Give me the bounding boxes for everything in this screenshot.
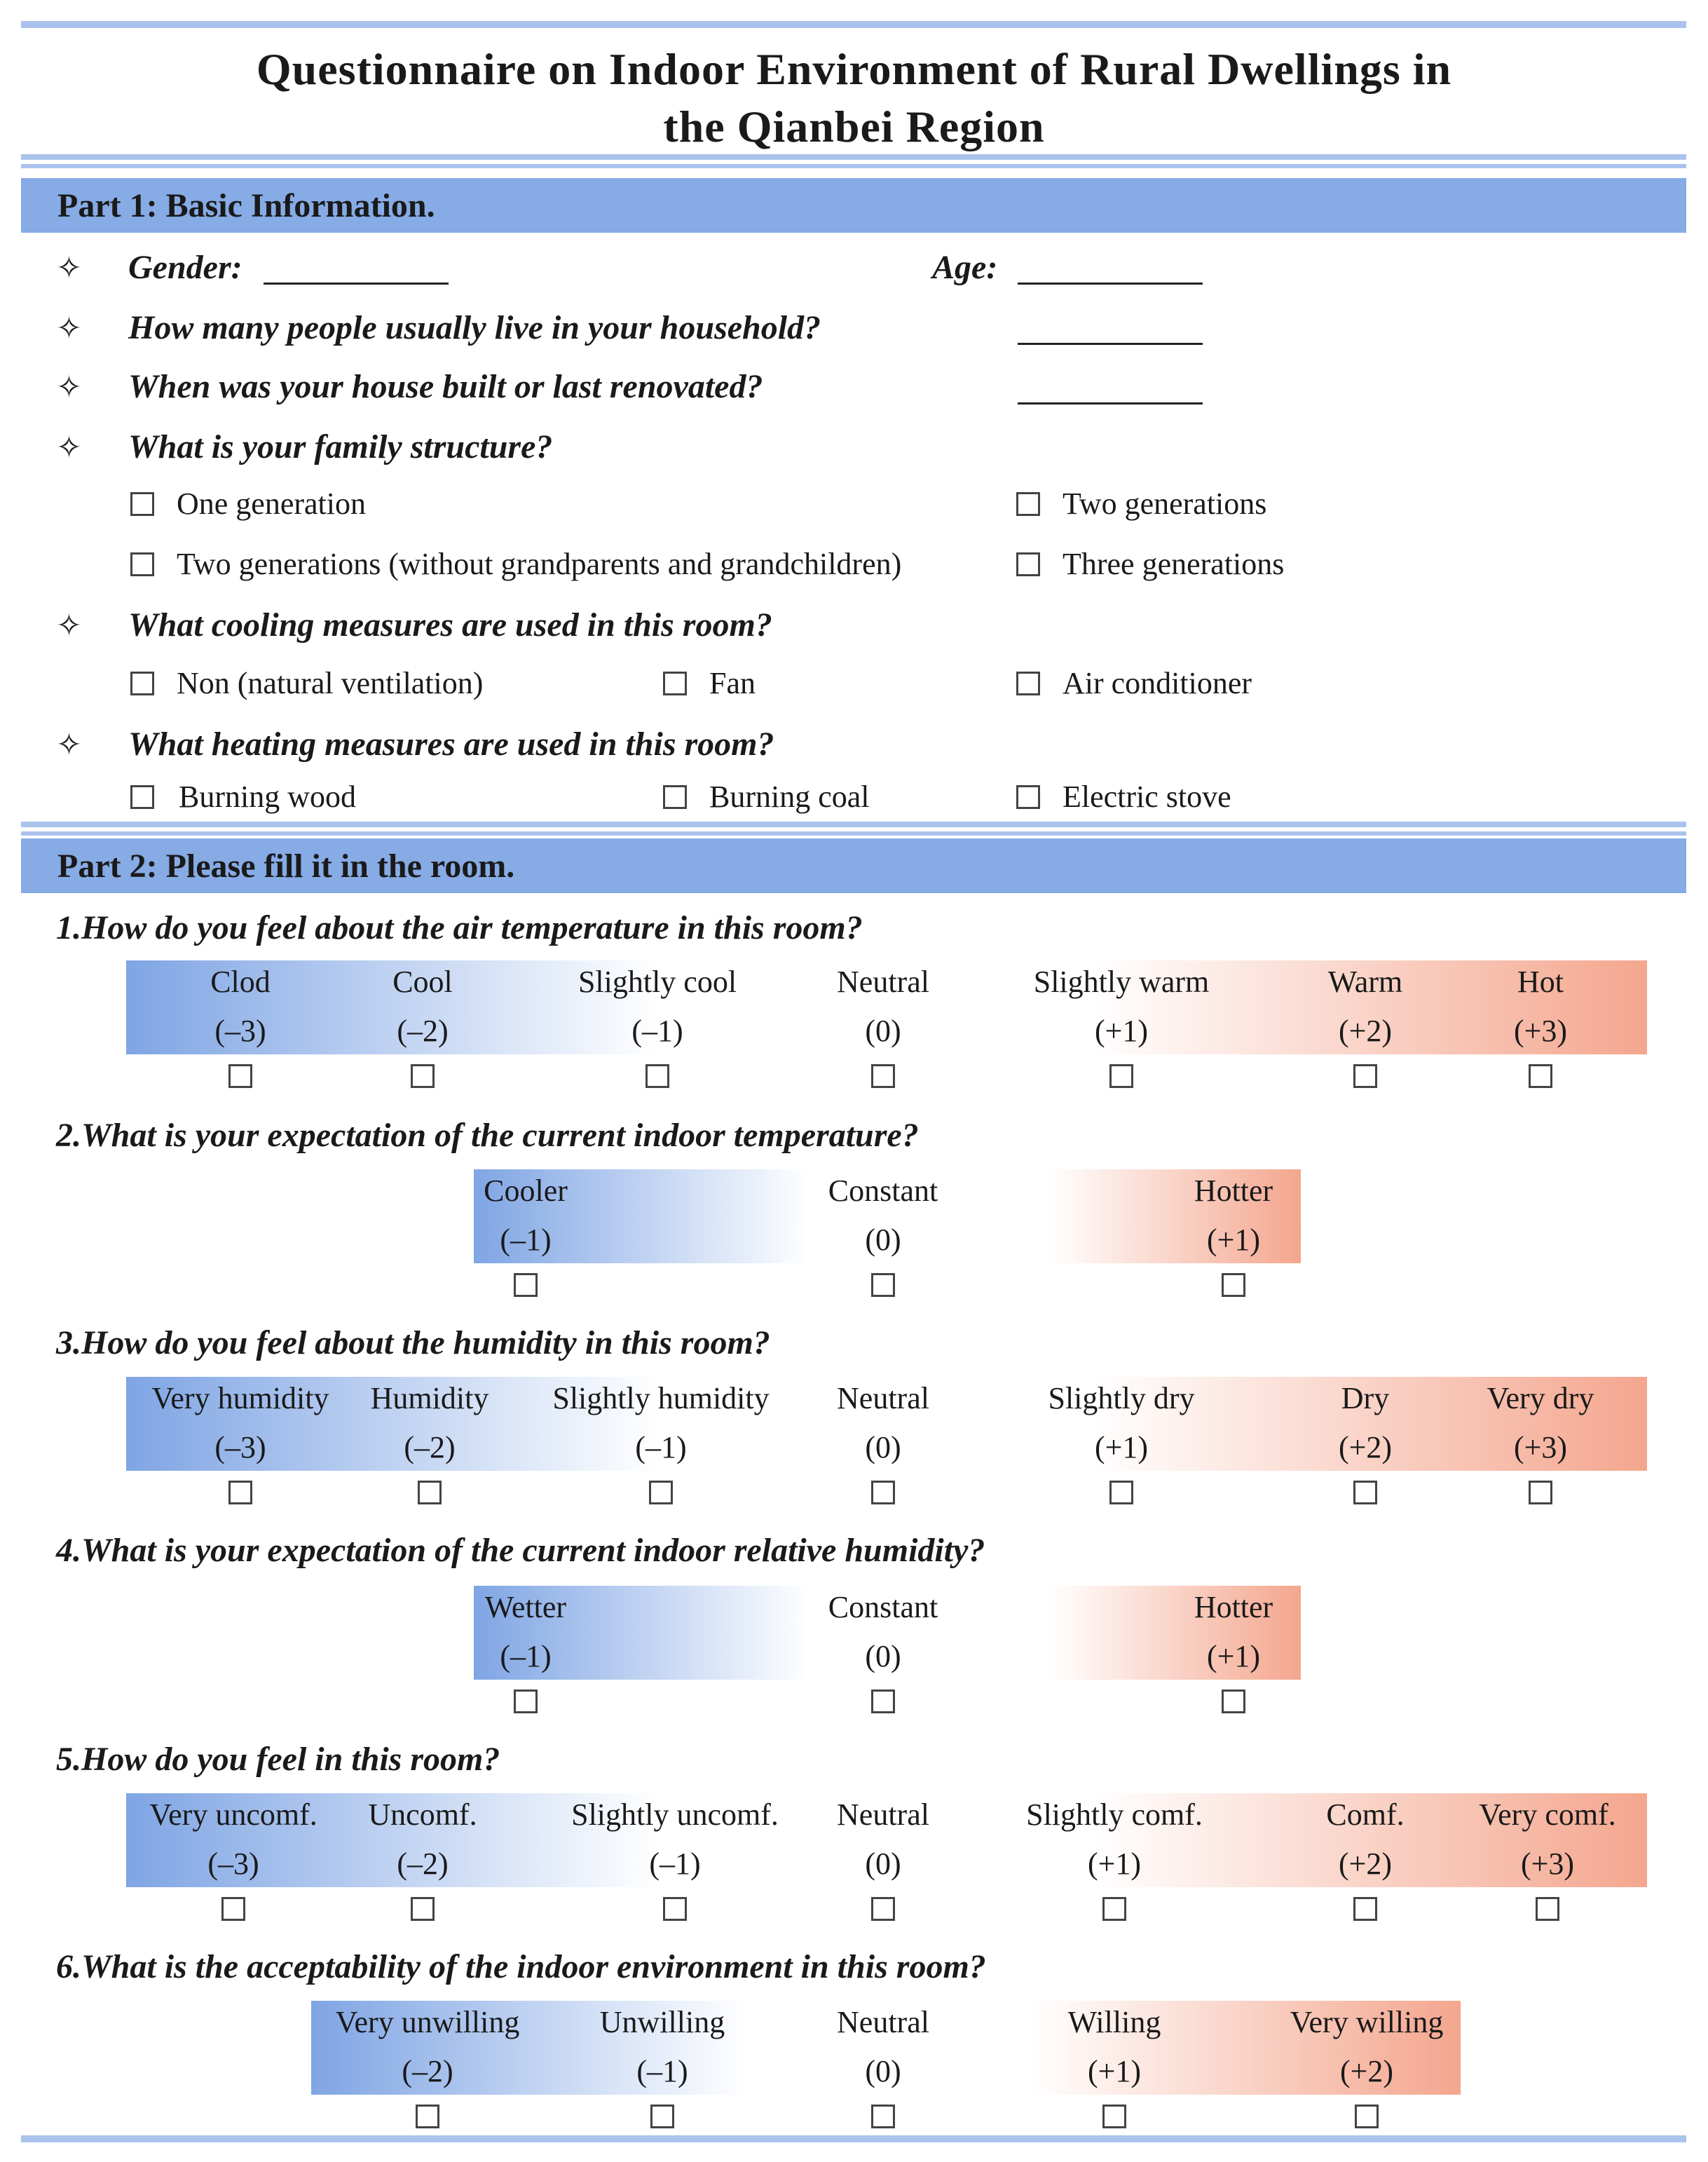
scale-value: (–2) — [397, 1847, 449, 1881]
scale-checkbox[interactable] — [418, 1481, 442, 1504]
checkbox[interactable] — [130, 785, 154, 809]
scale-checkbox[interactable] — [1529, 1064, 1552, 1088]
scale-checkbox[interactable] — [1222, 1273, 1245, 1297]
scale-value: (+2) — [1338, 1014, 1393, 1048]
scale-value: (0) — [865, 1847, 901, 1881]
scale-label: Very unwilling — [335, 2005, 520, 2039]
scale-label: Humidity — [370, 1381, 489, 1415]
scale-label: Wetter — [484, 1590, 567, 1624]
scale-value: (+1) — [1087, 2054, 1142, 2088]
scale-checkbox[interactable] — [416, 2105, 439, 2128]
scale-label: Neutral — [837, 2005, 929, 2039]
scale-value: (0) — [865, 1014, 901, 1048]
scale-question: 5.How do you feel in this room? — [56, 1741, 500, 1778]
scale-checkbox[interactable] — [1353, 1481, 1377, 1504]
scale-label: Cooler — [484, 1174, 568, 1208]
scale-checkbox[interactable] — [1353, 1897, 1377, 1921]
scale-value: (0) — [865, 1639, 901, 1673]
scale-value: (–2) — [402, 2054, 453, 2088]
heating-option: Electric stove — [1063, 780, 1231, 814]
scale-value: (–1) — [636, 2054, 688, 2088]
scale-value: (+1) — [1094, 1014, 1149, 1048]
scale-label: Very humidity — [151, 1381, 329, 1415]
scale-checkbox[interactable] — [1355, 2105, 1379, 2128]
heating-option: Burning wood — [179, 780, 356, 814]
family-option: One generation — [177, 487, 366, 521]
scale-label: Very comf. — [1479, 1797, 1616, 1832]
scale-label: Neutral — [837, 965, 929, 999]
heating-question: What heating measures are used in this room? — [128, 726, 774, 763]
scale-value: (–1) — [635, 1430, 687, 1464]
top-rule — [21, 21, 1686, 28]
scale-value: (–1) — [631, 1014, 683, 1048]
checkbox[interactable] — [1016, 552, 1040, 576]
bottom-rule — [21, 2135, 1686, 2142]
title-rule-1 — [21, 154, 1686, 160]
scale-label: Neutral — [837, 1381, 929, 1415]
scale-checkbox[interactable] — [650, 2105, 674, 2128]
scale-checkbox[interactable] — [1536, 1897, 1559, 1921]
scale-value: (–3) — [207, 1847, 259, 1881]
household-question: How many people usually live in your household? — [128, 309, 821, 346]
family-option: Two generations (without grandparents and grandchildren) — [177, 547, 902, 581]
diamond-icon: ✧ — [56, 250, 82, 286]
scale-value: (–3) — [214, 1430, 266, 1464]
scale-checkbox[interactable] — [411, 1064, 435, 1088]
age-label: Age: — [932, 249, 998, 286]
gender-label: Gender: — [128, 249, 242, 286]
scale-checkbox[interactable] — [649, 1481, 673, 1504]
title-line-2: the Qianbei Region — [663, 102, 1045, 151]
scale-label: Willing — [1067, 2005, 1161, 2039]
title-line-1: Questionnaire on Indoor Environment of Rural Dwellings in — [256, 44, 1452, 94]
scale-checkbox[interactable] — [871, 1064, 895, 1088]
checkbox[interactable] — [663, 672, 687, 695]
scale-checkbox[interactable] — [645, 1064, 669, 1088]
scale-label: Slightly warm — [1033, 965, 1210, 999]
scale-question: 6.What is the acceptability of the indoor environment in this room? — [56, 1948, 986, 1985]
scale-value: (+2) — [1338, 1847, 1393, 1881]
scale-label: Hotter — [1194, 1174, 1273, 1208]
scale-value: (+1) — [1087, 1847, 1142, 1881]
scale-checkbox[interactable] — [411, 1897, 435, 1921]
scale-checkbox[interactable] — [1222, 1690, 1245, 1713]
diamond-icon: ✧ — [56, 608, 82, 644]
scale-label: Clod — [210, 965, 271, 999]
part2-header — [21, 838, 1686, 893]
scale-value: (–2) — [404, 1430, 456, 1464]
age-field[interactable] — [1018, 283, 1203, 285]
scale-value: (+3) — [1520, 1847, 1575, 1881]
scale-label: Slightly cool — [578, 965, 737, 999]
built-field[interactable] — [1018, 402, 1203, 404]
scale-label: Constant — [828, 1174, 938, 1208]
scale-question: 4.What is your expectation of the current indoor relative humidity? — [56, 1532, 985, 1569]
scale-label: Dry — [1341, 1381, 1390, 1415]
checkbox[interactable] — [1016, 492, 1040, 516]
page-title — [0, 41, 1708, 156]
scale-checkbox[interactable] — [871, 1690, 895, 1713]
scale-question: 2.What is your expectation of the current indoor temperature? — [56, 1117, 919, 1154]
scale-checkbox[interactable] — [228, 1481, 252, 1504]
scale-value: (+1) — [1206, 1639, 1261, 1673]
heating-option: Burning coal — [709, 780, 870, 814]
part-divider-1 — [21, 822, 1686, 827]
scale-label: Uncomf. — [368, 1797, 477, 1832]
scale-label: Neutral — [837, 1797, 929, 1832]
family-option: Two generations — [1063, 487, 1267, 521]
cooling-option: Non (natural ventilation) — [177, 666, 484, 700]
scale-value: (–3) — [214, 1014, 266, 1048]
household-field[interactable] — [1018, 343, 1203, 345]
checkbox[interactable] — [663, 785, 687, 809]
diamond-icon: ✧ — [56, 369, 82, 405]
cooling-question: What cooling measures are used in this room? — [128, 606, 772, 644]
diamond-icon: ✧ — [56, 311, 82, 346]
diamond-icon: ✧ — [56, 727, 82, 763]
scale-label: Slightly uncomf. — [571, 1797, 779, 1832]
scale-checkbox[interactable] — [514, 1690, 538, 1713]
scale-label: Hot — [1517, 965, 1564, 999]
scale-checkbox[interactable] — [871, 1897, 895, 1921]
scale-label: Unwilling — [599, 2005, 725, 2039]
scale-label: Very uncomf. — [149, 1797, 317, 1832]
checkbox[interactable] — [130, 672, 154, 695]
scale-label: Warm — [1327, 965, 1403, 999]
family-question: What is your family structure? — [128, 428, 553, 465]
checkbox[interactable] — [130, 552, 154, 576]
scale-label: Hotter — [1194, 1590, 1273, 1624]
built-question: When was your house built or last renovated? — [128, 368, 763, 405]
scale-value: (–1) — [649, 1847, 701, 1881]
family-option: Three generations — [1063, 547, 1285, 581]
title-rule-2 — [21, 164, 1686, 168]
scale-label: Constant — [828, 1590, 938, 1624]
scale-value: (0) — [865, 1223, 901, 1257]
scale-label: Slightly humidity — [552, 1381, 770, 1415]
checkbox[interactable] — [1016, 785, 1040, 809]
scale-label: Very dry — [1487, 1381, 1594, 1415]
scale-value: (–2) — [397, 1014, 449, 1048]
scale-question: 3.How do you feel about the humidity in this room? — [56, 1324, 770, 1361]
scale-label: Cool — [392, 965, 453, 999]
gender-field[interactable] — [264, 283, 449, 285]
scale-checkbox[interactable] — [228, 1064, 252, 1088]
scale-checkbox[interactable] — [1529, 1481, 1552, 1504]
scale-label: Slightly comf. — [1026, 1797, 1203, 1832]
cooling-option: Air conditioner — [1063, 666, 1252, 700]
diamond-icon: ✧ — [56, 430, 82, 465]
scale-checkbox[interactable] — [871, 2105, 895, 2128]
scale-checkbox[interactable] — [871, 1273, 895, 1297]
scale-value: (–1) — [500, 1223, 552, 1257]
scale-checkbox[interactable] — [1102, 1897, 1126, 1921]
checkbox[interactable] — [1016, 672, 1040, 695]
scale-checkbox[interactable] — [871, 1481, 895, 1504]
scale-checkbox[interactable] — [221, 1897, 245, 1921]
scale-checkbox[interactable] — [514, 1273, 538, 1297]
scale-question: 1.How do you feel about the air temperature in this room? — [56, 909, 863, 946]
scale-value: (+3) — [1513, 1430, 1568, 1464]
scale-label: Slightly dry — [1048, 1381, 1195, 1415]
scale-checkbox[interactable] — [1109, 1481, 1133, 1504]
scale-value: (+3) — [1513, 1014, 1568, 1048]
scale-value: (+2) — [1339, 2054, 1394, 2088]
part1-header — [21, 178, 1686, 233]
scale-value: (–1) — [500, 1639, 552, 1673]
scale-value: (+1) — [1206, 1223, 1261, 1257]
checkbox[interactable] — [130, 492, 154, 516]
part2-header-text: Part 2: Please fill it in the room. — [57, 848, 515, 885]
scale-value: (+2) — [1338, 1430, 1393, 1464]
scale-value: (0) — [865, 2054, 901, 2088]
scale-value: (0) — [865, 1430, 901, 1464]
cooling-option: Fan — [709, 666, 756, 700]
part1-header-text: Part 1: Basic Information. — [57, 187, 435, 224]
scale-checkbox[interactable] — [1353, 1064, 1377, 1088]
scale-value: (+1) — [1094, 1430, 1149, 1464]
part-divider-2 — [21, 831, 1686, 836]
scale-checkbox[interactable] — [663, 1897, 687, 1921]
scale-label: Comf. — [1326, 1797, 1405, 1832]
scale-checkbox[interactable] — [1102, 2105, 1126, 2128]
scale-checkbox[interactable] — [1109, 1064, 1133, 1088]
scale-label: Very willing — [1290, 2005, 1444, 2039]
